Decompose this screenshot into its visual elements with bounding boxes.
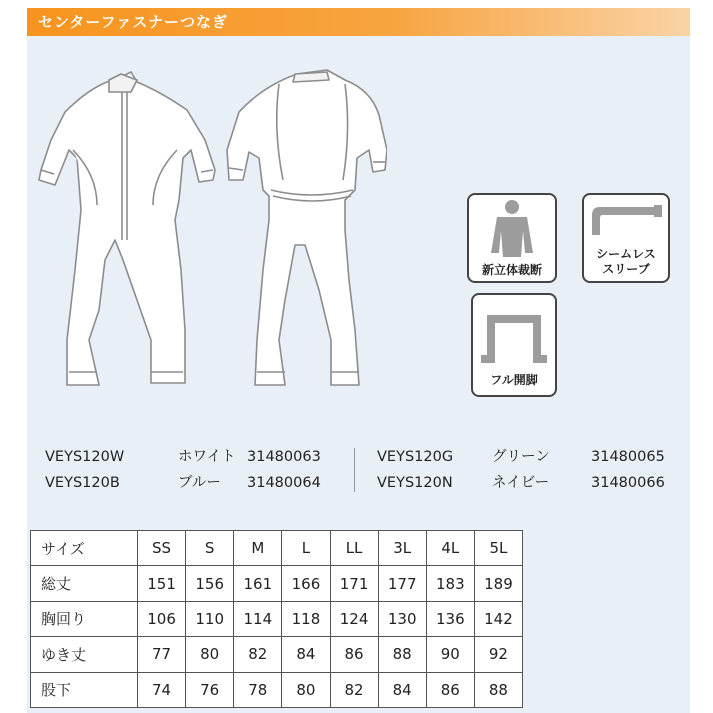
table-cell: 177 [378, 566, 426, 601]
product-color: グリーン [492, 449, 550, 465]
product-number: 31480065 [591, 449, 665, 465]
table-cell: 166 [282, 566, 330, 601]
table-cell: 80 [282, 672, 330, 707]
table-cell: 82 [330, 672, 378, 707]
size-header: L [282, 531, 330, 566]
table-cell: 151 [138, 566, 186, 601]
product-number: 31480066 [591, 475, 665, 491]
table-row [31, 601, 523, 636]
table-cell: 84 [282, 637, 330, 672]
product-code: VEYS120B [45, 475, 120, 491]
table-cell: 136 [426, 601, 474, 636]
size-header: M [234, 531, 282, 566]
coverall-illustration [27, 40, 387, 410]
page-title: センターファスナーつなぎ [38, 13, 229, 31]
product-color: ホワイト [178, 449, 236, 465]
table-cell: 171 [330, 566, 378, 601]
table-cell: 88 [378, 637, 426, 672]
list-item [45, 446, 345, 468]
table-cell: 88 [474, 672, 522, 707]
table-cell: 86 [426, 672, 474, 707]
table-cell: 82 [234, 637, 282, 672]
size-header: SS [138, 531, 186, 566]
row-label: ゆき丈 [31, 637, 138, 672]
feature-label: フル開脚 [490, 373, 538, 387]
table-cell: 106 [138, 601, 186, 636]
table-cell: 76 [186, 672, 234, 707]
size-header: 3L [378, 531, 426, 566]
feature-label: シームレス [596, 247, 656, 261]
feature-3d-cut [467, 193, 557, 283]
size-table [30, 530, 523, 708]
table-cell: 156 [186, 566, 234, 601]
feature-label: 新立体裁断 [481, 263, 542, 277]
list-item [377, 446, 685, 468]
table-cell: 74 [138, 672, 186, 707]
table-cell: 80 [186, 637, 234, 672]
full-open-leg-icon [473, 301, 555, 367]
table-cell: 130 [378, 601, 426, 636]
table-cell: 114 [234, 601, 282, 636]
row-label: 総丈 [31, 566, 138, 601]
size-header: S [186, 531, 234, 566]
table-row [31, 672, 523, 707]
body-figure-icon [469, 197, 555, 261]
feature-seamless-sleeve [582, 193, 670, 283]
table-cell: 161 [234, 566, 282, 601]
seamless-sleeve-icon [584, 201, 668, 241]
table-row [31, 566, 523, 601]
table-cell: 90 [426, 637, 474, 672]
table-cell: 78 [234, 672, 282, 707]
coverall-back-icon [227, 70, 387, 385]
table-header-row [31, 531, 523, 566]
size-header: 4L [426, 531, 474, 566]
size-header-label: サイズ [31, 531, 138, 566]
product-color: ブルー [178, 475, 221, 491]
list-item [45, 472, 345, 494]
table-cell: 84 [378, 672, 426, 707]
product-code: VEYS120N [377, 475, 453, 491]
list-item [377, 472, 685, 494]
product-number: 31480064 [247, 475, 321, 491]
table-cell: 110 [186, 601, 234, 636]
table-cell: 86 [330, 637, 378, 672]
size-header: 5L [474, 531, 522, 566]
coverall-front-icon [39, 72, 215, 385]
table-cell: 142 [474, 601, 522, 636]
table-cell: 92 [474, 637, 522, 672]
product-divider [354, 448, 355, 492]
product-number: 31480063 [247, 449, 321, 465]
table-cell: 118 [282, 601, 330, 636]
table-cell: 124 [330, 601, 378, 636]
size-header: LL [330, 531, 378, 566]
product-code: VEYS120G [377, 449, 454, 465]
row-label: 胸回り [31, 601, 138, 636]
feature-full-open-leg [471, 293, 557, 397]
table-cell: 183 [426, 566, 474, 601]
row-label: 股下 [31, 672, 138, 707]
product-color: ネイビー [492, 475, 550, 491]
product-code: VEYS120W [45, 449, 125, 465]
table-row [31, 637, 523, 672]
table-cell: 77 [138, 637, 186, 672]
feature-label: スリーブ [602, 262, 650, 276]
table-cell: 189 [474, 566, 522, 601]
